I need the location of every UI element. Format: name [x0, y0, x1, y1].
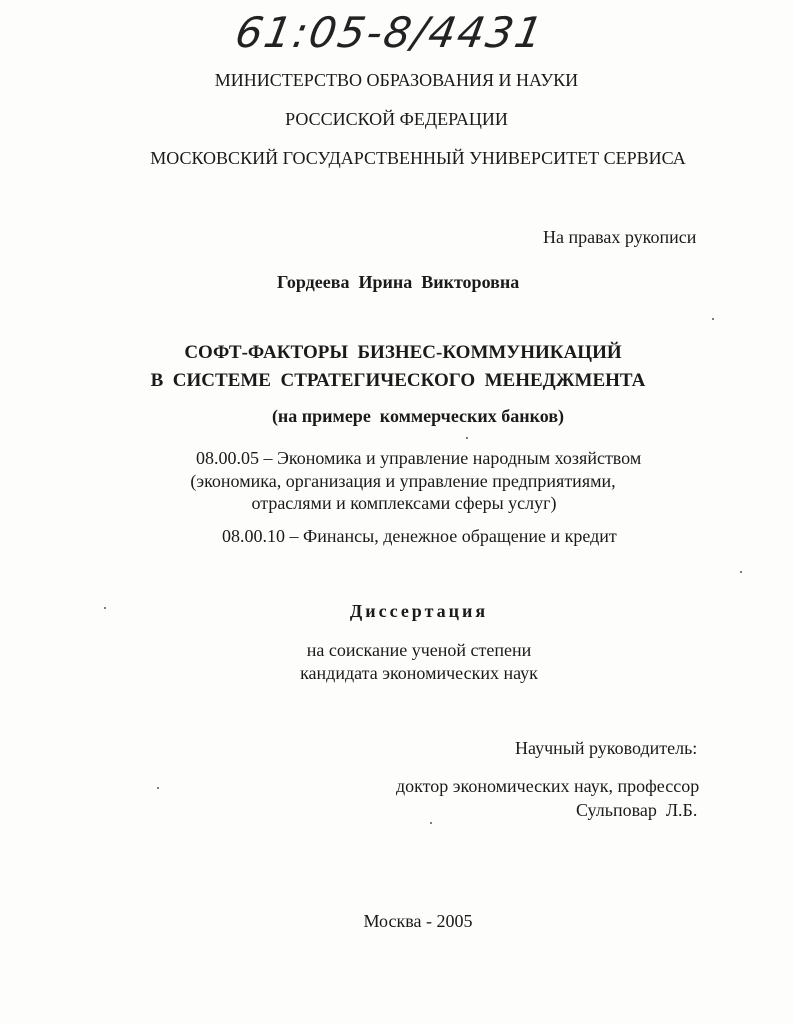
supervisor-label: Научный руководитель:	[515, 738, 698, 758]
scan-speck	[712, 318, 714, 320]
specialty-1-line-2: (экономика, организация и управление предприятиями,	[190, 471, 616, 491]
work-type: Диссертация	[349, 601, 489, 621]
title-line-2: В СИСТЕМЕ СТРАТЕГИЧЕСКОГО МЕНЕДЖМЕНТА	[150, 370, 646, 391]
ministry-line: МИНИСТЕРСТВО ОБРАЗОВАНИЯ И НАУКИ	[214, 70, 579, 90]
title-subtitle: (на примере коммерческих банков)	[271, 406, 565, 426]
city-year: Москва - 2005	[363, 911, 473, 931]
specialty-1-line-1: 08.00.05 – Экономика и управление народным хозяйством	[196, 448, 642, 468]
scan-speck	[740, 571, 742, 573]
supervisor-name: Сульповар Л.Б.	[576, 800, 698, 820]
degree-line-1: на соискание ученой степени	[306, 640, 532, 660]
scan-speck	[104, 607, 106, 609]
specialty-1-line-3: отраслями и комплексами сферы услуг)	[251, 493, 557, 513]
scan-speck	[466, 437, 468, 439]
university-line: МОСКОВСКИЙ ГОСУДАРСТВЕННЫЙ УНИВЕРСИТЕТ СЕРВИСА	[150, 148, 686, 168]
author-name: Гордеева Ирина Викторовна	[277, 272, 520, 292]
supervisor-title: доктор экономических наук, профессор	[396, 776, 700, 796]
federation-line: РОССИСКОЙ ФЕДЕРАЦИИ	[285, 109, 508, 129]
title-line-1: СОФТ-ФАКТОРЫ БИЗНЕС-КОММУНИКАЦИЙ	[184, 342, 622, 363]
degree-line-2: кандидата экономических наук	[300, 663, 538, 683]
handwritten-archive-number: 61:05-8/4431	[231, 8, 549, 57]
manuscript-rights-note: На правах рукописи	[543, 227, 697, 247]
specialty-2: 08.00.10 – Финансы, денежное обращение и кредит	[222, 526, 617, 546]
scan-speck	[430, 822, 432, 824]
scan-speck	[157, 787, 159, 789]
